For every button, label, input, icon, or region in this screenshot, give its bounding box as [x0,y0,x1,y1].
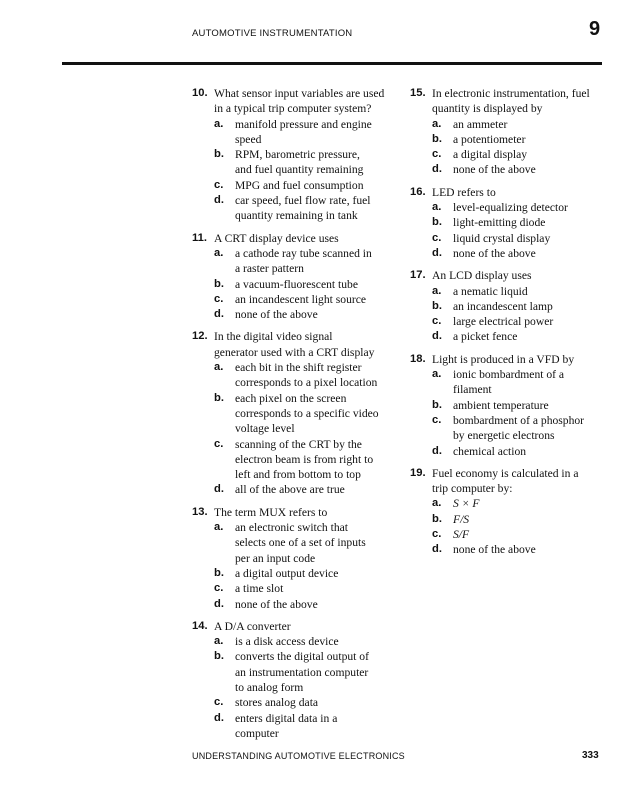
option-line [214,208,392,223]
option-letter: c. [214,582,224,595]
option-line [214,581,392,596]
option-text: ionic bombardment of a [453,368,565,382]
option-letter [432,382,453,397]
option-text: an instrumentation computer [235,665,369,679]
option-line [432,246,610,261]
option-text: an incandescent light source [235,292,367,306]
option-line [432,132,610,147]
question-number: 12. [192,330,208,343]
option-text: corresponds to a specific video [235,406,379,420]
option-letter [214,452,235,467]
running-header-title: AUTOMOTIVE INSTRUMENTATION [192,28,353,39]
option-line [214,147,392,162]
question-text: generator used with a CRT display [214,345,375,359]
question-text: An LCD display uses [432,269,532,283]
options-list [432,117,610,178]
option-text: RPM, barometric pressure, [235,148,360,162]
option-text: manifold pressure and engine [235,117,372,131]
option-letter: c. [432,413,442,426]
question-number: 10. [192,87,208,99]
option-text: none of the above [453,246,536,260]
option-line [214,261,392,276]
question-item [192,86,392,224]
option-letter: d. [432,330,442,343]
option-text: chemical action [453,444,527,458]
question-item [192,619,392,741]
option-letter [214,467,235,482]
option-text: bombardment of a phosphor [453,413,585,427]
option-letter: d. [214,597,224,610]
question-text: Fuel economy is calculated in a [432,466,579,480]
option-line [432,496,610,511]
option-letter: b. [432,132,442,145]
header-rule [62,62,602,65]
option-letter: b. [214,650,224,663]
question-line [192,505,392,520]
option-text: quantity remaining in tank [235,209,358,223]
option-letter [214,421,235,436]
question-number: 14. [192,619,208,632]
option-letter [214,162,235,177]
option-text: ambient temperature [453,398,549,412]
option-line [214,360,392,375]
option-text: speed [235,132,262,146]
option-text: MPG and fuel consumption [235,178,364,192]
option-line [432,367,610,382]
option-line [432,329,610,344]
question-item [192,329,392,497]
footer-book-title: UNDERSTANDING AUTOMOTIVE ELECTRONICS [192,751,405,761]
option-line [214,665,392,680]
option-line [214,391,392,406]
question-item [192,231,392,323]
option-letter: a. [432,284,442,297]
option-line [432,444,610,459]
option-line [214,246,392,261]
option-line [432,215,610,230]
option-text: a digital output device [235,566,339,580]
option-letter: d. [214,194,224,207]
option-letter: d. [432,444,442,457]
question-number: 16. [410,185,426,198]
option-text: electron beam is from right to [235,452,374,466]
options-list [432,284,610,345]
question-number [410,481,432,496]
question-item [410,185,610,261]
option-letter: b. [432,512,442,525]
question-text: In the digital video signal [214,330,333,344]
option-text: converts the digital output of [235,650,369,664]
option-text: none of the above [453,543,536,557]
option-letter [214,261,235,276]
option-letter: b. [432,216,442,229]
option-line [432,398,610,413]
options-list [432,496,610,557]
question-text: quantity is displayed by [432,102,543,116]
question-number: 18. [410,352,426,365]
option-line [214,566,392,581]
option-text: S/F [453,528,470,542]
option-letter [214,535,235,550]
option-text: an incandescent lamp [453,299,553,313]
option-letter: d. [432,543,442,556]
option-line [432,314,610,329]
options-list [432,200,610,261]
option-text: none of the above [235,597,318,611]
option-line [214,634,392,649]
question-number [192,101,214,116]
question-text: A CRT display device uses [214,231,339,245]
question-line [410,466,610,481]
option-line [432,117,610,132]
option-text: selects one of a set of inputs [235,536,366,550]
question-item [410,86,610,178]
option-letter: a. [432,117,442,130]
option-text: a picket fence [453,330,518,344]
question-item [410,466,610,558]
option-letter: a. [214,361,224,374]
option-line [214,277,392,292]
option-letter: c. [214,292,224,305]
options-list [432,367,610,459]
option-line [432,147,610,162]
option-letter [214,680,235,695]
question-item [410,352,610,459]
option-letter: a. [432,497,442,510]
option-text: none of the above [453,163,536,177]
option-letter: b. [214,391,224,404]
question-number [410,101,432,116]
option-line [432,527,610,542]
option-line [432,200,610,215]
option-letter: a. [214,117,224,130]
option-line [432,428,610,443]
option-letter: a. [214,521,224,534]
question-line [410,481,610,496]
option-letter: d. [214,483,224,496]
question-text: In electronic instrumentation, fuel [432,87,590,100]
question-number: 15. [410,87,426,99]
option-letter [214,665,235,680]
option-text: all of the above are true [235,483,345,497]
option-text: is a disk access device [235,635,339,649]
option-letter: b. [214,148,224,161]
option-line [214,711,392,726]
option-line [214,535,392,550]
option-letter: b. [432,299,442,312]
option-letter: a. [432,201,442,214]
question-line [192,345,392,360]
options-list [214,360,392,498]
option-text: each pixel on the screen [235,391,347,405]
option-text: per an input code [235,551,316,565]
option-line [432,512,610,527]
option-text: none of the above [235,308,318,322]
option-line [214,178,392,193]
option-line [214,467,392,482]
option-line [214,162,392,177]
option-text: a raster pattern [235,262,304,276]
chapter-number: 9 [589,18,601,40]
option-line [214,406,392,421]
question-line [410,86,610,101]
option-letter: c. [214,696,224,709]
question-number: 19. [410,466,426,479]
option-text: a potentiometer [453,132,526,146]
option-line [214,520,392,535]
question-number: 11. [192,231,207,244]
question-line [192,231,392,246]
option-line [432,542,610,557]
question-number [192,345,214,360]
option-text: to analog form [235,680,304,694]
question-line [192,86,392,101]
question-item [410,268,610,344]
option-line [214,307,392,322]
left-column [192,86,392,748]
question-line [192,329,392,344]
option-letter: d. [214,711,224,724]
option-line [214,132,392,147]
option-letter: c. [432,528,442,541]
option-line [432,299,610,314]
option-text: an ammeter [453,117,508,131]
option-text: enters digital data in a [235,711,338,725]
option-letter [214,375,235,390]
option-line [214,695,392,710]
option-letter: a. [214,635,224,648]
question-text: LED refers to [432,185,496,199]
option-text: liquid crystal display [453,231,551,245]
question-text: trip computer by: [432,482,513,496]
option-letter: c. [432,148,442,161]
option-text: S × F [453,497,480,511]
option-line [432,231,610,246]
option-letter [214,726,235,741]
option-letter [214,551,235,566]
right-column [410,86,610,565]
option-text: car speed, fuel flow rate, fuel [235,194,371,208]
option-letter: d. [432,246,442,259]
question-item [192,505,392,612]
question-line [192,101,392,116]
question-text: Light is produced in a VFD by [432,352,575,366]
option-letter [214,406,235,421]
question-text: What sensor input variables are used [214,87,385,100]
option-line [214,551,392,566]
option-text: level-equalizing detector [453,201,568,215]
option-text: a vacuum-fluorescent tube [235,277,358,291]
option-letter [214,132,235,147]
options-list [214,520,392,612]
option-text: an electronic switch that [235,521,348,535]
option-line [432,382,610,397]
option-text: each bit in the shift register [235,361,362,375]
option-text: corresponds to a pixel location [235,376,378,390]
option-letter: b. [214,566,224,579]
question-line [410,352,610,367]
option-letter [432,428,453,443]
option-text: filament [453,383,492,397]
options-list [214,117,392,224]
page-number: 333 [582,750,599,761]
option-letter: c. [214,437,224,450]
option-line [214,292,392,307]
option-text: a cathode ray tube scanned in [235,246,372,260]
option-text: a digital display [453,148,528,162]
options-list [214,246,392,322]
question-line [410,185,610,200]
option-text: a nematic liquid [453,284,528,298]
option-line [214,726,392,741]
option-text: left and from bottom to top [235,468,361,482]
question-number: 13. [192,505,208,518]
option-line [214,437,392,452]
option-letter: d. [214,308,224,321]
option-letter: b. [432,398,442,411]
option-text: large electrical power [453,315,554,329]
question-text: The term MUX refers to [214,505,328,519]
option-line [214,649,392,664]
option-text: a time slot [235,582,284,596]
option-letter: c. [432,231,442,244]
option-text: and fuel quantity remaining [235,163,364,177]
question-line [410,268,610,283]
question-number: 17. [410,269,426,282]
option-text: voltage level [235,422,295,436]
option-letter [214,208,235,223]
option-text: light-emitting diode [453,216,546,230]
option-line [432,284,610,299]
option-line [214,193,392,208]
option-text: scanning of the CRT by the [235,437,362,451]
options-list [214,634,392,741]
option-line [214,680,392,695]
question-text: in a typical trip computer system? [214,102,372,116]
option-text: computer [235,726,279,740]
option-line [214,597,392,612]
option-letter: d. [432,163,442,176]
option-line [432,162,610,177]
option-line [214,421,392,436]
question-text: A D/A converter [214,619,291,633]
option-line [214,375,392,390]
option-line [214,452,392,467]
option-line [214,482,392,497]
option-text: F/S [453,512,470,526]
option-line [214,117,392,132]
option-text: stores analog data [235,696,319,710]
option-line [432,413,610,428]
question-line [192,619,392,634]
option-letter: c. [432,315,442,328]
option-letter: c. [214,178,224,191]
question-line [410,101,610,116]
option-letter: a. [432,368,442,381]
option-letter: b. [214,277,224,290]
option-letter: a. [214,246,224,259]
option-text: by energetic electrons [453,429,555,443]
